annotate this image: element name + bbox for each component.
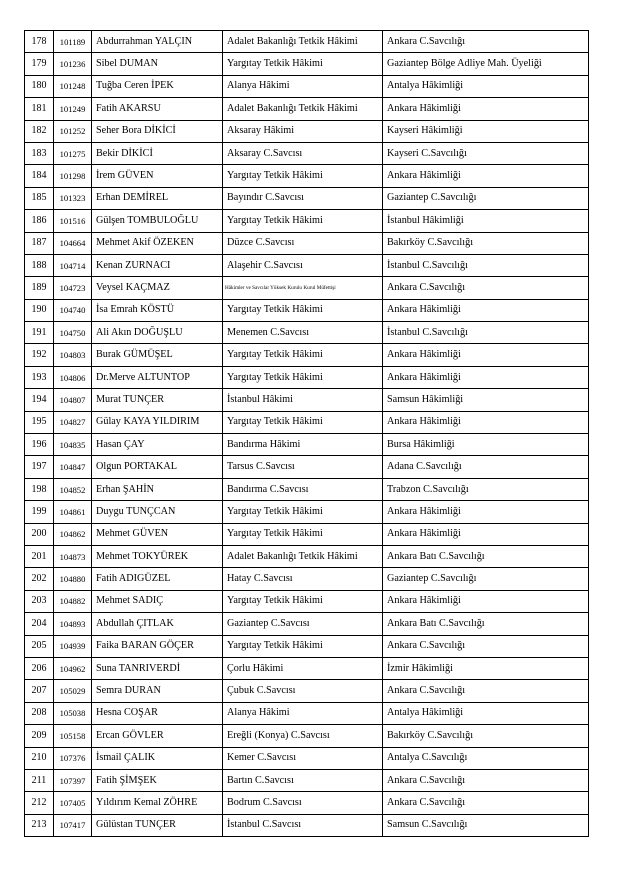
person-name: Fatih AKARSU [92,98,223,120]
table-row [25,523,589,545]
row-number: 180 [25,75,54,97]
current-position: Menemen C.Savcısı [223,322,383,344]
new-assignment: Ankara C.Savcılığı [383,277,589,299]
registry-number: 107405 [54,792,92,814]
row-number: 187 [25,232,54,254]
current-position: Çubuk C.Savcısı [223,680,383,702]
current-position: Hâkimler ve Savcılar Yüksek Kurulu Kurul Müfettişi [223,277,383,299]
table-row [25,75,589,97]
table-row [25,635,589,657]
current-position: Yargıtay Tetkik Hâkimi [223,411,383,433]
table-row [25,590,589,612]
row-number: 202 [25,568,54,590]
new-assignment: Ankara Batı C.Savcılığı [383,613,589,635]
registry-number: 104723 [54,277,92,299]
person-name: Dr.Merve ALTUNTOP [92,366,223,388]
row-number: 210 [25,747,54,769]
new-assignment: Ankara Hâkimliği [383,366,589,388]
row-number: 179 [25,53,54,75]
table-row [25,568,589,590]
current-position: İstanbul C.Savcısı [223,814,383,836]
table-row [25,31,589,53]
person-name: Faika BARAN GÖÇER [92,635,223,657]
row-number: 211 [25,769,54,791]
registry-number: 101275 [54,142,92,164]
person-name: Veysel KAÇMAZ [92,277,223,299]
registry-number: 105158 [54,725,92,747]
person-name: Erhan ŞAHİN [92,478,223,500]
new-assignment: Gaziantep C.Savcılığı [383,187,589,209]
table-row [25,277,589,299]
row-number: 178 [25,31,54,53]
row-number: 188 [25,254,54,276]
new-assignment: Bakırköy C.Savcılığı [383,232,589,254]
table-row [25,120,589,142]
person-name: Olgun PORTAKAL [92,456,223,478]
new-assignment: Samsun Hâkimliği [383,389,589,411]
row-number: 207 [25,680,54,702]
person-name: Duygu TUNÇCAN [92,501,223,523]
table-row [25,657,589,679]
registry-number: 101189 [54,31,92,53]
table-row [25,322,589,344]
new-assignment: Ankara Batı C.Savcılığı [383,545,589,567]
row-number: 209 [25,725,54,747]
current-position: Yargıtay Tetkik Hâkimi [223,590,383,612]
row-number: 189 [25,277,54,299]
current-position: Ereğli (Konya) C.Savcısı [223,725,383,747]
person-name: Seher Bora DİKİCİ [92,120,223,142]
person-name: Suna TANRIVERDİ [92,657,223,679]
row-number: 186 [25,210,54,232]
person-name: Mehmet TOKYÜREK [92,545,223,567]
table-row [25,680,589,702]
current-position: Bartın C.Savcısı [223,769,383,791]
current-position: Çorlu Hâkimi [223,657,383,679]
person-name: Gülüstan TUNÇER [92,814,223,836]
registry-number: 104750 [54,322,92,344]
registry-number: 101236 [54,53,92,75]
current-position: Yargıtay Tetkik Hâkimi [223,635,383,657]
person-name: Fatih ADIGÜZEL [92,568,223,590]
registry-number: 101516 [54,210,92,232]
table-row [25,142,589,164]
table-row [25,747,589,769]
row-number: 206 [25,657,54,679]
current-position: Yargıtay Tetkik Hâkimi [223,501,383,523]
row-number: 182 [25,120,54,142]
table-row [25,411,589,433]
registry-number: 104873 [54,545,92,567]
current-position: Yargıtay Tetkik Hâkimi [223,165,383,187]
registry-number: 104893 [54,613,92,635]
new-assignment: Ankara C.Savcılığı [383,792,589,814]
new-assignment: Ankara Hâkimliği [383,98,589,120]
new-assignment: Antalya Hâkimliği [383,702,589,724]
new-assignment: Kayseri C.Savcılığı [383,142,589,164]
current-position: Bodrum C.Savcısı [223,792,383,814]
registry-number: 104806 [54,366,92,388]
person-name: Mehmet SADIÇ [92,590,223,612]
registry-number: 104803 [54,344,92,366]
table-row [25,366,589,388]
person-name: Hesna COŞAR [92,702,223,724]
registry-number: 104882 [54,590,92,612]
person-name: İsmail ÇALIK [92,747,223,769]
table-row [25,434,589,456]
new-assignment: Ankara Hâkimliği [383,523,589,545]
new-assignment: Ankara C.Savcılığı [383,31,589,53]
registry-number: 104880 [54,568,92,590]
table-row [25,545,589,567]
current-position: Tarsus C.Savcısı [223,456,383,478]
table-body [25,31,589,837]
new-assignment: Ankara Hâkimliği [383,165,589,187]
new-assignment: İstanbul C.Savcılığı [383,254,589,276]
table-row [25,792,589,814]
table-row [25,53,589,75]
current-position: Alanya Hâkimi [223,75,383,97]
person-name: Erhan DEMİREL [92,187,223,209]
new-assignment: Ankara Hâkimliği [383,344,589,366]
registry-number: 104714 [54,254,92,276]
current-position: Gaziantep C.Savcısı [223,613,383,635]
new-assignment: Ankara Hâkimliği [383,590,589,612]
current-position: Yargıtay Tetkik Hâkimi [223,53,383,75]
current-position: Yargıtay Tetkik Hâkimi [223,366,383,388]
registry-number: 104807 [54,389,92,411]
row-number: 208 [25,702,54,724]
table-row [25,187,589,209]
table-row [25,210,589,232]
row-number: 181 [25,98,54,120]
row-number: 194 [25,389,54,411]
registry-number: 105029 [54,680,92,702]
new-assignment: Kayseri Hâkimliği [383,120,589,142]
new-assignment: Ankara Hâkimliği [383,501,589,523]
row-number: 183 [25,142,54,164]
new-assignment: Ankara C.Savcılığı [383,635,589,657]
row-number: 212 [25,792,54,814]
new-assignment: Gaziantep Bölge Adliye Mah. Üyeliği [383,53,589,75]
row-number: 196 [25,434,54,456]
new-assignment: İstanbul C.Savcılığı [383,322,589,344]
current-position: Adalet Bakanlığı Tetkik Hâkimi [223,545,383,567]
person-name: Gülay KAYA YILDIRIM [92,411,223,433]
registry-number: 107397 [54,769,92,791]
person-name: Bekir DİKİCİ [92,142,223,164]
current-position: Düzce C.Savcısı [223,232,383,254]
registry-number: 104827 [54,411,92,433]
table-row [25,613,589,635]
current-position: Alaşehir C.Savcısı [223,254,383,276]
current-position: Kemer C.Savcısı [223,747,383,769]
new-assignment: Gaziantep C.Savcılığı [383,568,589,590]
table-row [25,814,589,836]
current-position: Bayındır C.Savcısı [223,187,383,209]
person-name: Abdullah ÇITLAK [92,613,223,635]
registry-number: 104962 [54,657,92,679]
row-number: 204 [25,613,54,635]
new-assignment: Ankara Hâkimliği [383,411,589,433]
current-position: Yargıtay Tetkik Hâkimi [223,210,383,232]
person-name: Ali Akın DOĞUŞLU [92,322,223,344]
current-position: Adalet Bakanlığı Tetkik Hâkimi [223,98,383,120]
table-row [25,254,589,276]
table-row [25,344,589,366]
row-number: 205 [25,635,54,657]
table-row [25,299,589,321]
new-assignment: Antalya Hâkimliği [383,75,589,97]
table-row [25,478,589,500]
registry-number: 107376 [54,747,92,769]
table-row [25,725,589,747]
registry-number: 104835 [54,434,92,456]
registry-number: 101252 [54,120,92,142]
table-row [25,232,589,254]
table-row [25,456,589,478]
registry-number: 104852 [54,478,92,500]
row-number: 190 [25,299,54,321]
person-name: Abdurrahman YALÇIN [92,31,223,53]
new-assignment: Ankara C.Savcılığı [383,680,589,702]
person-name: Mehmet GÜVEN [92,523,223,545]
new-assignment: Adana C.Savcılığı [383,456,589,478]
new-assignment: İstanbul Hâkimliği [383,210,589,232]
person-name: Burak GÜMÜŞEL [92,344,223,366]
new-assignment: Bursa Hâkimliği [383,434,589,456]
registry-number: 104861 [54,501,92,523]
new-assignment: Trabzon C.Savcılığı [383,478,589,500]
current-position: Aksaray Hâkimi [223,120,383,142]
registry-number: 101323 [54,187,92,209]
table-row [25,165,589,187]
row-number: 184 [25,165,54,187]
registry-number: 107417 [54,814,92,836]
current-position: Bandırma C.Savcısı [223,478,383,500]
person-name: Ercan GÖVLER [92,725,223,747]
person-name: İrem GÜVEN [92,165,223,187]
person-name: Semra DURAN [92,680,223,702]
person-name: Yıldırım Kemal ZÖHRE [92,792,223,814]
person-name: Sibel DUMAN [92,53,223,75]
registry-number: 101248 [54,75,92,97]
row-number: 195 [25,411,54,433]
person-name: Kenan ZURNACI [92,254,223,276]
current-position: Alanya Hâkimi [223,702,383,724]
new-assignment: Antalya C.Savcılığı [383,747,589,769]
table-row [25,501,589,523]
person-name: Hasan ÇAY [92,434,223,456]
person-name: Murat TUNÇER [92,389,223,411]
row-number: 191 [25,322,54,344]
registry-number: 104847 [54,456,92,478]
current-position: Yargıtay Tetkik Hâkimi [223,344,383,366]
registry-number: 104862 [54,523,92,545]
new-assignment: Samsun C.Savcılığı [383,814,589,836]
registry-number: 101249 [54,98,92,120]
row-number: 193 [25,366,54,388]
registry-number: 101298 [54,165,92,187]
current-position: İstanbul Hâkimi [223,389,383,411]
new-assignment: Bakırköy C.Savcılığı [383,725,589,747]
registry-number: 104664 [54,232,92,254]
new-assignment: Ankara C.Savcılığı [383,769,589,791]
person-name: İsa Emrah KÖSTÜ [92,299,223,321]
person-name: Mehmet Akif ÖZEKEN [92,232,223,254]
current-position: Adalet Bakanlığı Tetkik Hâkimi [223,31,383,53]
table-row [25,702,589,724]
registry-number: 104939 [54,635,92,657]
table-row [25,389,589,411]
current-position: Aksaray C.Savcısı [223,142,383,164]
row-number: 213 [25,814,54,836]
row-number: 192 [25,344,54,366]
new-assignment: İzmir Hâkimliği [383,657,589,679]
appointment-table [24,30,589,837]
current-position: Yargıtay Tetkik Hâkimi [223,523,383,545]
current-position: Yargıtay Tetkik Hâkimi [223,299,383,321]
row-number: 200 [25,523,54,545]
registry-number: 104740 [54,299,92,321]
row-number: 185 [25,187,54,209]
current-position: Hatay C.Savcısı [223,568,383,590]
registry-number: 105038 [54,702,92,724]
row-number: 198 [25,478,54,500]
row-number: 199 [25,501,54,523]
row-number: 201 [25,545,54,567]
person-name: Fatih ŞİMŞEK [92,769,223,791]
row-number: 203 [25,590,54,612]
current-position: Bandırma Hâkimi [223,434,383,456]
appointment-table-wrapper [24,30,589,837]
person-name: Tuğba Ceren İPEK [92,75,223,97]
person-name: Gülşen TOMBULOĞLU [92,210,223,232]
table-row [25,769,589,791]
table-row [25,98,589,120]
new-assignment: Ankara Hâkimliği [383,299,589,321]
row-number: 197 [25,456,54,478]
